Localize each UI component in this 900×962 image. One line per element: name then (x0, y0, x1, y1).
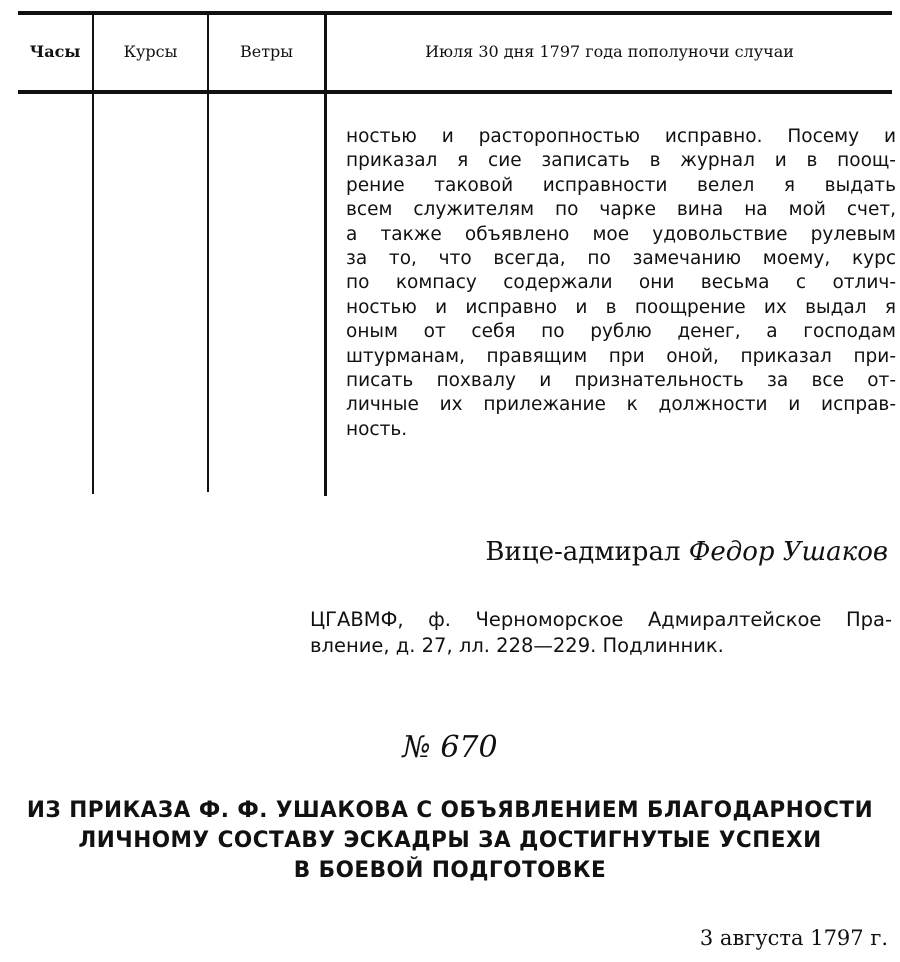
log-line: по компасу содержали они весьма с отлич- (346, 272, 896, 294)
table-top-rule (18, 11, 892, 15)
document-date: 3 августа 1797 г. (699, 926, 888, 950)
log-line: всем служителям по чарке вина на мой счет, (346, 199, 896, 221)
log-line: оным от себя по рублю денег, а господам (346, 321, 896, 343)
document-title (9, 796, 891, 886)
title-line: В БОЕВОЙ ПОДГОТОВКЕ (293, 858, 607, 883)
log-line: писать похвалу и признательность за все от- (346, 370, 896, 392)
log-line: а также объявлено мое удовольствие рулевым (346, 223, 896, 245)
archive-line: ЦГАВМФ, ф. Черноморское Адмиралтейское Пра- (310, 608, 892, 631)
log-line: приказал я сие записать в журнал и в поощ- (346, 150, 896, 172)
log-line: за то, что всегда, по замечанию моему, курс (346, 248, 896, 270)
log-line: рение таковой исправности велел я выдать (346, 174, 896, 196)
title-line: ЛИЧНОМУ СОСТАВУ ЭСКАДРЫ ЗА ДОСТИГНУТЫЕ УСПЕХИ (78, 828, 822, 853)
header-winds: Ветры (239, 42, 294, 61)
log-line: ностью и расторопностью исправно. Посему и (346, 126, 896, 147)
log-entry-text (346, 125, 896, 442)
column-divider-winds-events (324, 14, 327, 496)
header-courses: Курсы (123, 42, 178, 61)
log-line: личные их прилежание к должности и исправ- (346, 394, 896, 416)
document-number: № 670 (402, 730, 498, 765)
signature-name: Федор Ушаков (688, 537, 888, 567)
signature-rank: Вице-адмирал (485, 537, 681, 567)
signature (485, 537, 888, 567)
header-hours: Часы (29, 42, 81, 61)
table-header-rule (18, 90, 892, 94)
log-line: штурманам, правящим при оной, приказал при- (346, 345, 896, 367)
log-line: ностью и исправно и в поощрение их выдал я (346, 296, 896, 318)
archive-line: вление, д. 27, лл. 228—229. Подлинник. (310, 634, 724, 657)
log-line: ность. (346, 418, 408, 440)
archive-reference (310, 607, 892, 659)
header-events: Июля 30 дня 1797 года пополуночи случаи (425, 42, 794, 61)
column-divider-hours-courses (92, 14, 94, 494)
column-divider-courses-winds (207, 14, 209, 492)
title-line: ИЗ ПРИКАЗА Ф. Ф. УШАКОВА С ОБЪЯВЛЕНИЕМ БЛАГОДАРНОСТИ (26, 798, 874, 823)
